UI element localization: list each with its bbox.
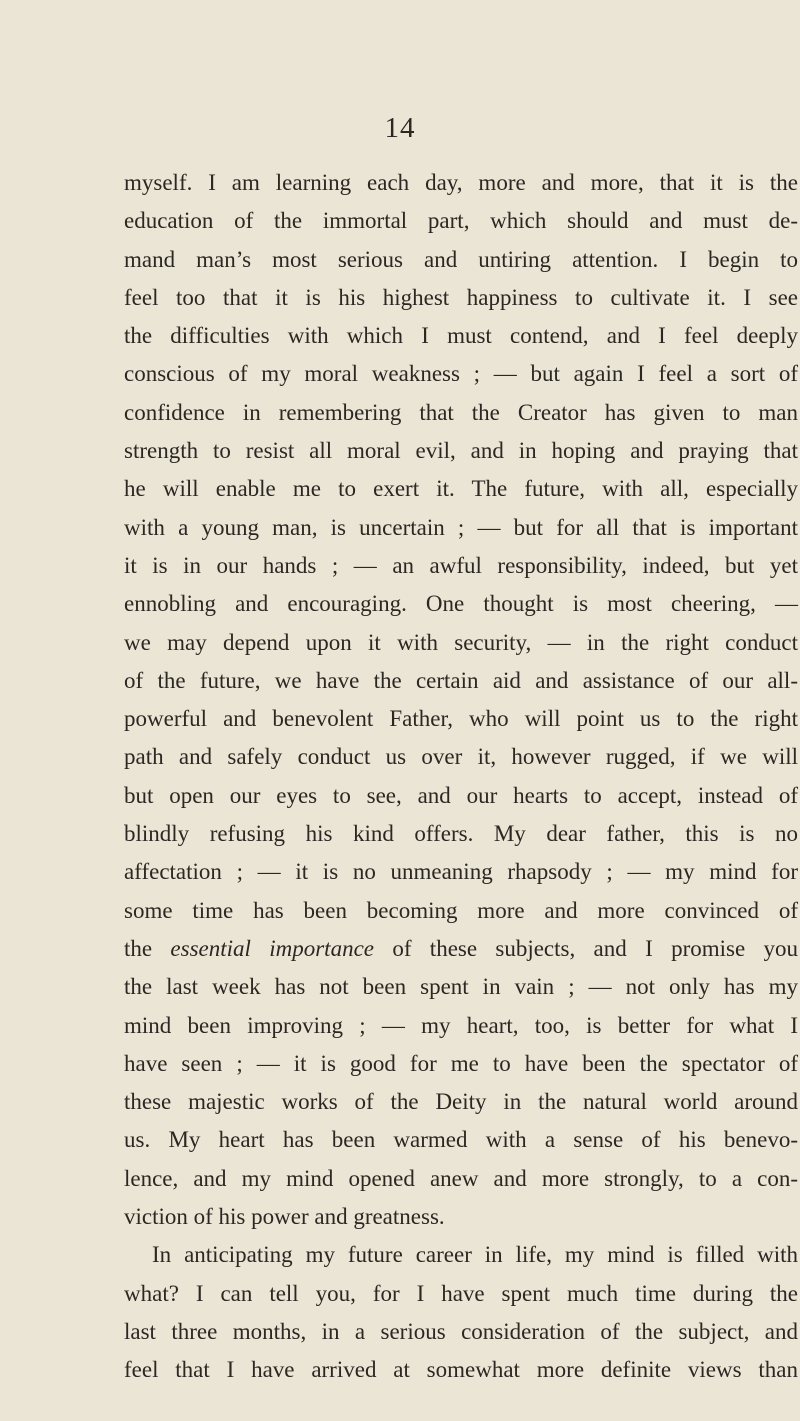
text-line: we may depend upon it with security, — in the right conduct — [124, 629, 798, 655]
italic-phrase: essential importance — [170, 935, 374, 961]
text-line: feel too that it is his highest happiness to cultivate it. I see — [124, 284, 798, 310]
text-line: mand man’s most serious and untiring attention. I begin to — [124, 246, 798, 272]
text-line: ennobling and encouraging. One thought is most cheering, — — [124, 591, 798, 617]
text-line: what? I can tell you, for I have spent much time during the — [124, 1280, 798, 1306]
text-line: myself. I am learning each day, more and more, that it is the — [124, 170, 798, 195]
text-line: mind been improving ; — my heart, too, is better for what I — [124, 1012, 798, 1038]
text-line: with a young man, is uncertain ; — but for all that is important — [124, 514, 798, 540]
paragraph-end-line: viction of his power and greatness. — [124, 1204, 445, 1230]
text-line: education of the immortal part, which should and must de- — [124, 208, 798, 234]
text-line: have seen ; — it is good for me to have been the spectator of — [124, 1050, 798, 1076]
text-line: some time has been becoming more and more convinced of — [124, 897, 798, 923]
text-line: he will enable me to exert it. The future, with all, especially — [124, 476, 798, 502]
text-line: feel that I have arrived at somewhat more definite views than — [124, 1357, 798, 1383]
text-line: lence, and my mind opened anew and more strongly, to a con- — [124, 1165, 798, 1191]
text-line: conscious of my moral weakness ; — but again I feel a sort of — [124, 361, 798, 387]
text-line-with-italic — [124, 930, 798, 968]
text-line: strength to resist all moral evil, and in hoping and praying that — [124, 438, 798, 464]
text-span: the — [124, 935, 171, 961]
text-line: the difficulties with which I must contend, and I feel deeply — [124, 323, 798, 349]
text-line: it is in our hands ; — an awful responsibility, indeed, but yet — [124, 552, 798, 578]
paragraph-start-line: In anticipating my future career in life, my mind is filled with — [152, 1242, 798, 1268]
text-line: blindly refusing his kind offers. My dear father, this is no — [124, 821, 798, 847]
text-line: last three months, in a serious consideration of the subject, and — [124, 1318, 798, 1344]
text-line: but open our eyes to see, and our hearts to accept, instead of — [124, 782, 798, 808]
text-line: affectation ; — it is no unmeaning rhapsody ; — my mind for — [124, 859, 798, 885]
text-line: these majestic works of the Deity in the natural world around — [124, 1089, 798, 1115]
text-line: powerful and benevolent Father, who will point us to the right — [124, 706, 798, 732]
text-line: confidence in remembering that the Creator has given to man — [124, 399, 798, 425]
text-line: path and safely conduct us over it, however rugged, if we will — [124, 744, 798, 770]
text-line: us. My heart has been warmed with a sense of his benevo- — [124, 1127, 798, 1153]
text-line: the last week has not been spent in vain ; — not only has my — [124, 974, 798, 1000]
text-line: of the future, we have the certain aid and assistance of our all- — [124, 667, 798, 693]
body-text — [124, 164, 798, 1390]
page-number: 14 — [384, 112, 416, 144]
text-span: of these subjects, and I promise you — [374, 935, 798, 961]
